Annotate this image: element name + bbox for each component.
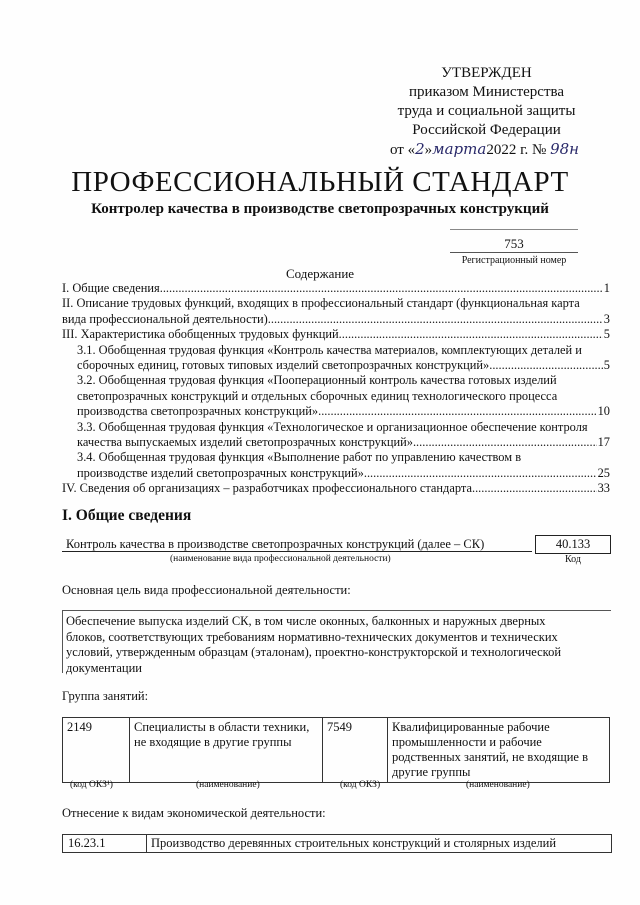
toc-entry-text: светопрозрачных конструкций и отдельных сборочных единиц технологического процесса [77, 388, 558, 403]
registration-top-line [450, 229, 578, 230]
table-of-contents [62, 281, 610, 497]
contents-heading: Содержание [285, 266, 355, 281]
occupation-name: Специалисты в области техники, не входящие в другие группы [130, 718, 323, 783]
toc-subentry[interactable] [62, 420, 610, 451]
caption-okz: (код ОКЗ¹) [70, 780, 113, 790]
toc-entry-text: II. Описание трудовых функций, входящих в профессиональный стандарт (функциональная карта [62, 296, 580, 311]
toc-entry-text: сборочных единиц, готовых типовых изделий светопрозрачных конструкций» [77, 358, 490, 373]
toc-entry[interactable] [62, 327, 610, 342]
toc-page: 33 [597, 481, 610, 496]
toc-entry-text: качества выпускаемых изделий светопрозрачных конструкций» [77, 435, 413, 450]
approval-line: приказом Министерства [408, 84, 565, 100]
date-quote: » [424, 142, 433, 158]
handwritten-number: 98н [550, 140, 580, 158]
toc-subentry[interactable] [62, 450, 610, 481]
toc-entry-text: 3.1. Обобщенная трудовая функция «Контроль качества материалов, комплектующих деталей и [77, 342, 582, 357]
table-row [63, 718, 610, 783]
handwritten-month: марта [432, 140, 487, 158]
toc-subentry[interactable] [62, 373, 610, 419]
approval-line: Российской Федерации [412, 122, 561, 138]
toc-dots [413, 435, 597, 450]
okved-name: Производство деревянных строительных конструкций и столярных изделий [151, 836, 557, 850]
toc-dots [472, 481, 597, 496]
approval-stamp [384, 64, 589, 160]
group-label: Группа занятий: [62, 689, 149, 703]
caption-name: (наименование) [196, 780, 260, 790]
activity-name: Контроль качества в производстве светопрозрачных конструкций (далее – СК) [66, 537, 485, 551]
document-subtitle: Контролер качества в производстве светопрозрачных конструкций [91, 201, 549, 217]
toc-page: 5 [603, 327, 610, 342]
econ-label: Отнесение к видам экономической деятельности: [62, 806, 326, 820]
registration-bottom-line [450, 252, 578, 253]
toc-dots [489, 358, 603, 373]
toc-dots [268, 312, 603, 327]
okved-code: 16.23.1 [63, 835, 147, 852]
date-year: 2022 г. № [486, 142, 547, 158]
toc-entry-text: 3.4. Обобщенная трудовая функция «Выполнение работ по управлению качеством в [77, 450, 522, 465]
okz-code: 2149 [63, 718, 130, 783]
activity-caption: (наименование вида профессиональной деятельности) [170, 554, 391, 564]
okved-row [62, 834, 612, 853]
activity-underline [62, 551, 532, 552]
goal-text: Обеспечение выпуска изделий СК, в том числе оконных, балконных и наружных дверных блоков, соответствующих требованиям нормативно-технических документов и технических условий, утвержденным образцам (эталонам), проектно-конструкторской и технологической документации [66, 614, 562, 675]
toc-entry[interactable] [62, 296, 610, 311]
occupation-table [62, 717, 610, 783]
caption-name: (наименование) [466, 780, 530, 790]
toc-entry[interactable] [62, 481, 610, 496]
approval-date [384, 140, 589, 160]
toc-subentry[interactable] [62, 343, 610, 374]
toc-entry-text: III. Характеристика обобщенных трудовых функций [62, 327, 339, 342]
toc-page: 3 [603, 311, 610, 326]
toc-entry-text: вида профессиональной деятельности) [62, 311, 268, 326]
toc-dots [318, 404, 597, 419]
activity-code: 40.133 [535, 535, 611, 554]
approval-line: труда и социальной защиты [397, 103, 576, 119]
caption-okz: (код ОКЗ) [340, 780, 381, 790]
occupation-name: Квалифицированные рабочие промышленности и рабочие родственных занятий, не входящие в другие группы [388, 718, 610, 783]
toc-entry-text: производства светопрозрачных конструкций» [77, 404, 319, 419]
registration-label: Регистрационный номер [461, 255, 567, 266]
document-title: ПРОФЕССИОНАЛЬНЫЙ СТАНДАРТ [71, 166, 569, 198]
code-caption: Код [565, 554, 581, 565]
toc-dots [160, 281, 603, 296]
toc-entry-text: 3.3. Обобщенная трудовая функция «Технологическое и организационное обеспечение контроля [77, 419, 588, 434]
toc-dots [364, 466, 597, 481]
toc-entry-text: 3.2. Обобщенная трудовая функция «Пооперационный контроль качества готовых изделий [77, 373, 557, 388]
toc-entry-text: IV. Сведения об организациях – разработчиках профессионального стандарта [62, 481, 472, 496]
toc-entry-text: производстве изделий светопрозрачных конструкций» [77, 465, 364, 480]
toc-page: 10 [597, 404, 610, 419]
toc-page: 25 [597, 465, 610, 480]
toc-dots [339, 327, 603, 342]
goal-label: Основная цель вида профессиональной деятельности: [62, 583, 351, 597]
handwritten-day: 2 [415, 140, 425, 158]
section-heading: I. Общие сведения [62, 507, 192, 524]
date-prefix: от « [390, 142, 416, 158]
toc-entry-cont[interactable] [62, 312, 610, 327]
toc-page: 17 [597, 435, 610, 450]
toc-page: 5 [603, 358, 610, 373]
toc-page: 1 [603, 281, 610, 295]
okz-code: 7549 [323, 718, 388, 783]
registration-number: 753 [504, 236, 524, 251]
toc-entry[interactable] [62, 281, 610, 296]
approval-title: УТВЕРЖДЕН [441, 65, 532, 81]
toc-entry-text: I. Общие сведения [62, 281, 160, 295]
